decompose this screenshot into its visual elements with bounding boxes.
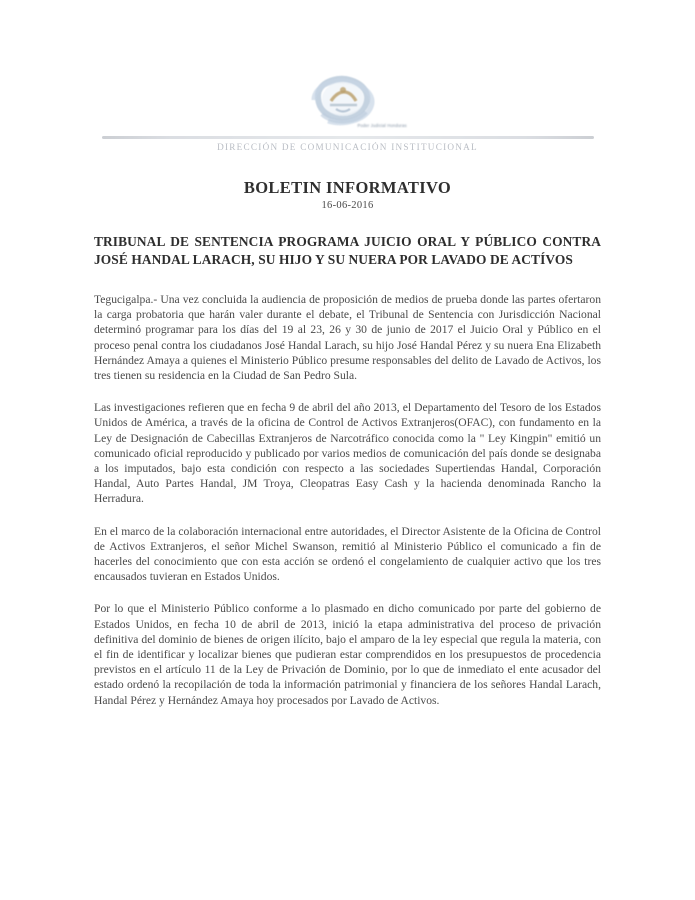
body-paragraph: Las investigaciones refieren que en fecha 9 de abril del año 2013, el Departamento del Tesoro de los Estados Unidos de América, a través de la oficina de Control de Activos Extranjeros(OFAC), con fundamento en la Ley de Designación de Cabecillas Extranjeros de Narcotráfico conocida como la " Ley Kingpin" emitió un comunicado oficial reproducido y publicado por varios medios de comunicación del país donde se designaba a los imputados, bajo esta condición con respecto a las sociedades Supertiendas Handal, Corporación Handal, Auto Partes Handal, JM Troya, Cleopatras Easy Cash y la hacienda denominada Rancho la Herradura. [94, 401, 601, 506]
judiciary-seal-icon [288, 74, 408, 132]
body-paragraph: En el marco de la colaboración internacional entre autoridades, el Director Asistente de la Oficina de Control de Activos Extranjeros, el señor Michel Swanson, remitió al Ministerio Público el comunicado a fin de hacerles del conocimiento que con esta acción se ordenó el congelamiento de cualquier activo que los tres encausados tuvieran en Estados Unidos. [94, 524, 601, 584]
headline: TRIBUNAL DE SENTENCIA PROGRAMA JUICIO ORAL Y PÚBLICO CONTRA JOSÉ HANDAL LARACH, SU HIJO Y SU NUERA POR LAVADO DE ACTÍVOS [94, 234, 601, 267]
horizontal-rule-divider [102, 136, 594, 139]
bulletin-date: 16-06-2016 [321, 200, 374, 211]
document-body [94, 233, 601, 708]
body-paragraph: Tegucigalpa.- Una vez concluida la audiencia de proposición de medios de prueba donde las partes ofertaron la carga probatoria que harán valer durante el debate, el Tribunal de Sentencia con Jurisdicción Nacional determinó programar para los días del 19 al 23, 26 y 30 de junio de 2017 el Juicio Oral y Público en el proceso penal contra los ciudadanos José Handal Larach, su hijo José Handal Pérez y su nuera Ena Elizabeth Hernández Amaya a quienes el Ministerio Público presume responsables del delito de Lavado de Activos, los tres tienen su residencia en la Ciudad de San Pedro Sula. [94, 293, 601, 383]
department-name: DIRECCIÓN DE COMUNICACIÓN INSTITUCIONAL [217, 142, 478, 152]
body-paragraph: Por lo que el Ministerio Público conforme a lo plasmado en dicho comunicado por parte del gobierno de Estados Unidos, en fecha 10 de abril de 2013, inició la etapa administrativa del proceso de privación definitiva del dominio de bienes de origen ilícito, bajo el amparo de la ley especial que regula la materia, con el fin de identificar y localizar bienes que pudieran estar comprendidos en los presupuestos de procedencia previstos en el artículo 11 de la Ley de Privación de Dominio, por lo que de inmediato el ente acusador del estado ordenó la recopilación de toda la información patrimonial y financiera de los señores Handal Larach, Handal Pérez y Hernández Amaya hoy procesados por Lavado de Activos. [94, 602, 601, 707]
document-header [0, 0, 695, 152]
emblem-caption: Poder Judicial Honduras [357, 122, 407, 128]
page-title: BOLETIN INFORMATIVO [243, 178, 452, 197]
